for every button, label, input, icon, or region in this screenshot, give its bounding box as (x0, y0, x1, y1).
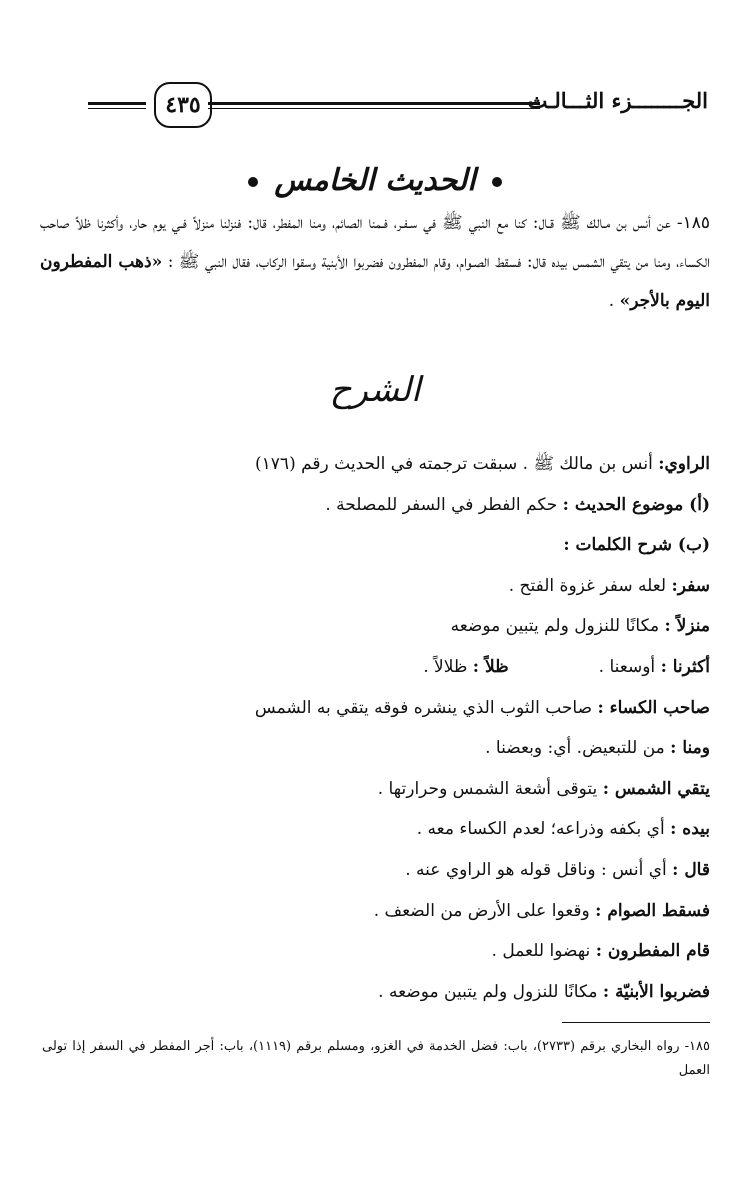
list-item (110, 444, 710, 485)
term: ظلاً : (472, 656, 509, 677)
footnote: ١٨٥- رواه البخاري برقم (٢٧٣٣)، باب: فضل الخدمة في الغزو، ومسلم برقم (١١١٩)، باب: أجر المفطر في السفر إذا تولى العمل (42, 1039, 710, 1078)
header-rule-short (88, 102, 146, 109)
definition: يتوقى أشعة الشمس وحرارتها . (377, 778, 598, 799)
hadith-title-text: الحديث الخامس (274, 163, 476, 198)
list-item (110, 606, 710, 647)
term: قام المفطرون : (595, 941, 710, 962)
term: سفر: (671, 575, 710, 596)
list-item (110, 891, 710, 932)
term: ومنا : (670, 738, 710, 759)
term: أكثرنا : (660, 656, 710, 677)
list-item (110, 485, 710, 526)
hadith-end: . (608, 291, 615, 311)
running-header (88, 80, 708, 150)
definition: مكانًا للنزول ولم يتبين موضعه (450, 616, 660, 637)
definition: صاحب الثوب الذي ينشره فوقه يتقي به الشمس (254, 697, 593, 718)
term: بيده : (670, 819, 710, 840)
term: الراوي: (658, 454, 710, 474)
term: صاحب الكساء : (597, 697, 710, 718)
definition: من للتبعيض. أي: وبعضنا . (485, 738, 665, 759)
running-title: الجــــــــزء الثـــالـث (527, 88, 708, 113)
definition: نهضوا للعمل . (491, 941, 591, 962)
page-number: ٤٣٥ (154, 82, 212, 128)
definition: أي بكفه وذراعه؛ لعدم الكساء معه . (416, 819, 665, 840)
term: (ب) شرح الكلمات : (563, 535, 710, 556)
hadith-narration: ١٨٥- عن أنس بن مـالك ﷺ قـال: كنا مع النبي ﷺ في سـفـر، فـمنا الصائم، ومنا المفطر، قال: فنزلنا منزلاً فـي يوم حار، وأكثرنا ظلاً صاحب الكساء، ومنا من يتقي الشمس بيده قال: فسقط الصـوام، وقام المفطرون فضربوا الأبنية وسقوا الركاب، فقال النبي ﷺ : (40, 213, 711, 272)
list-item (110, 809, 710, 850)
hadith-text (40, 204, 710, 321)
term: منزلاً : (664, 616, 710, 637)
list-item (110, 525, 710, 566)
term: فضربوا الأبنيّة : (602, 981, 710, 1002)
footnote-divider (562, 1022, 710, 1023)
definition: ظلالاً . (423, 656, 468, 677)
sharh-list (110, 444, 710, 1012)
list-item (110, 850, 710, 891)
hadith-quote: «ذهب المفطرون اليوم بالأجر» (40, 252, 710, 311)
term: قال : (672, 859, 710, 880)
list-item (110, 566, 710, 607)
list-item (110, 972, 710, 1013)
term: (أ) موضوع الحديث : (562, 494, 710, 515)
definition: وقعوا على الأرض من الضعف . (373, 900, 590, 921)
definition: حكم الفطر في السفر للمصلحة . (325, 494, 558, 515)
list-item (110, 931, 710, 972)
definition: أنس بن مالك ﷺ . سبقت ترجمته في الحديث رقم (١٧٦) (255, 454, 653, 474)
list-item (110, 647, 710, 688)
term: يتقي الشمس : (602, 778, 710, 799)
list-item (110, 728, 710, 769)
list-item (110, 769, 710, 810)
hadith-title (0, 163, 750, 198)
sharh-title: الشرح (329, 370, 421, 410)
bullet-icon (248, 177, 258, 187)
definition: أوسعنا . (598, 656, 656, 677)
bullet-icon (492, 177, 502, 187)
header-rule (208, 102, 540, 109)
list-item (110, 688, 710, 729)
definition: أي أنس : وناقل قوله هو الراوي عنه . (405, 859, 667, 880)
definition: لعله سفر غزوة الفتح . (508, 575, 667, 596)
definition: مكانًا للنزول ولم يتبين موضعه . (378, 981, 598, 1002)
term: فسقط الصوام : (595, 900, 710, 921)
